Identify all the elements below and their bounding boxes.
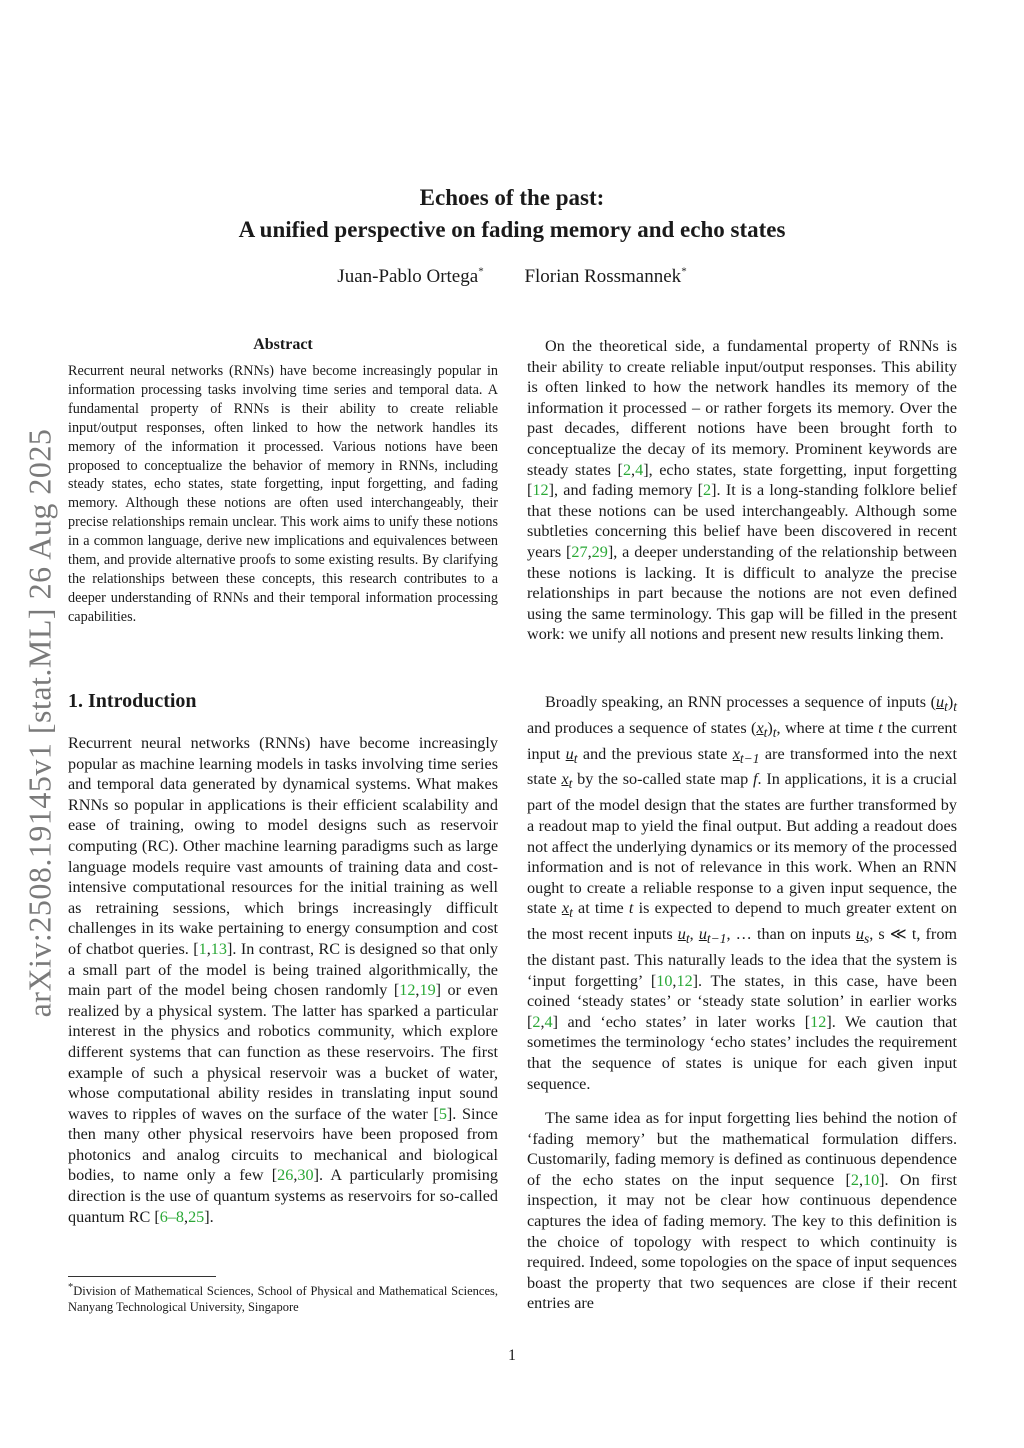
author-1 [337, 266, 483, 287]
text-run: ]. It is a long-standing folklore belief that these notions can be used interchangeably. Although some subtleties concerning this belief have been discovered in recent years [ [527, 481, 958, 561]
math-symbol: x [561, 899, 570, 918]
citation-link[interactable]: 27 [571, 542, 588, 561]
author-list [0, 266, 1024, 288]
text-run: , … than on inputs [726, 925, 856, 944]
citation-link[interactable]: 6–8 [159, 1207, 185, 1226]
paragraph-body: The same idea as for input forgetting lies behind the notion of ‘fading memory’ but the mathematical formulation differs. Customarily, fading memory is defined as continuous dependence of the echo states on the input sequence [2,10]. On first inspection, it may not be clear how continuous dependence captures the idea of fading memory. The key to this definition is the choice of topology with respect to which continuity is required. Indeed, some topologies on the space of input sequences boast the property that two sequences are close if their recent entries are [527, 1109, 957, 1313]
citation-link[interactable]: 2 [850, 1170, 859, 1189]
text-run: ]. The states, in this case, have been coined ‘steady states’ or ‘steady state solution’ in earlier works [ [527, 971, 957, 1031]
text-run: Recurrent neural networks (RNNs) have become increasingly popular as machine learning models in tasks involving time series and temporal data generated by dynamical systems. What makes RNNs so popular in applications is their efficient scalability and ease of training, owing to model designs such as reservoir computing (RC). Other machine learning paradigms such as large language models require vast amounts of training data and cost-intensive computational resources for the initial training as well as retraining sessions, which brings increasingly difficult challenges in its wake pertaining to energy consumption and cost of chatbot queries. [ [68, 734, 498, 958]
text-run: ], a deeper understanding of the relationship between these notions is lacking. It is difficult to analyze the precise relationships in part because the notions are not even defined using the same terminology. This gap will be filled in the present work: we unify all notions and present new results linking them. [527, 542, 957, 644]
text-run: , where at time [776, 718, 879, 737]
math-symbol: f [753, 770, 758, 789]
citation-link[interactable]: 12 [399, 981, 416, 1000]
right-paragraph-3 [527, 1108, 957, 1314]
author-name: Florian Rossmannek [524, 266, 682, 288]
citation-link[interactable]: 2 [622, 460, 632, 479]
citation-link[interactable]: 13 [210, 939, 227, 958]
paragraph-body: Broadly speaking, an RNN processes a sequence of inputs $(u_t)_t$ and produces a sequence of states $(x_t)_t$, where at time t the current input $u_t$ and the previous state $x_{t-1}$ are transformed into the next state $x_t$ by the so-called state map f. In applications, it is a crucial part of the model design that the states are further transformed by a readout map to yield the final output. But adding a readout does not affect the underlying dynamics or its memory of the processed information and is not of relevance in this work. When an RNN ought to create a reliable response to a given input sequence, the state $x_t$ at time t is expected to depend to much greater extent on the most recent inputs $u_t$, $u_{t-1}$, … than on inputs $u_s$, s ≪ t, from the distant past. This naturally leads to the idea that the system is ‘input forgetting’ [10,12]. The states, in this case, have been coined ‘steady states’ or ‘steady state solution’ in earlier works [2,4] and ‘echo states’ in later works [12]. We caution that sometimes the terminology ‘echo states’ includes the requirement that the sequence of states is unique for each given input sequence. [527, 693, 958, 1093]
author-2 [524, 266, 686, 287]
title-line-2: A unified perspective on fading memory and echo states [238, 217, 786, 242]
math-symbol: u [698, 925, 707, 944]
right-paragraph-1 [527, 336, 957, 645]
text-run: . In applications, it is a crucial part of the model design that the states are further transformed by a readout map to yield the final output. But adding a readout does not affect the underlying dynamics or its memory of the processed information and is not of relevance in this work. When an RNN ought to create a reliable response to a given input sequence, the state [527, 770, 957, 918]
author-affiliation-mark: * [478, 266, 484, 278]
math-symbol: u [565, 744, 574, 763]
citation-link[interactable]: 12 [676, 971, 693, 990]
text-run: ] and ‘echo states’ in later works [ [552, 1012, 811, 1031]
abstract-heading: Abstract [253, 336, 313, 353]
math-subscript: t [569, 905, 573, 921]
arxiv-identifier: arXiv:2508.19145v1 [stat.ML] 26 Aug 2025 [21, 428, 58, 1018]
citation-link[interactable]: 12 [532, 481, 549, 500]
right-paragraph-2 [527, 692, 957, 1094]
citation-link[interactable]: 10 [656, 971, 673, 990]
text-run: , s ≪ t, from the distant past. This naturally leads to the idea that the system is ‘input forgetting’ [ [527, 925, 957, 990]
text-run: ] or even realized by a physical system. The latter has sparked a particular interest in the physics and robotics community, which explore different systems that can function as these reservoirs. The first example of such a physical reservoir was a bucket of water, whose computational ability resides in translating input sound waves to ripples of waves on the surface of the water [ [68, 981, 498, 1123]
citation-link[interactable]: 12 [810, 1012, 827, 1031]
math-subscript: t [685, 931, 690, 947]
footnote-mark: * [68, 1282, 74, 1293]
text-run: and the previous state [577, 744, 733, 763]
text-run: is expected to depend to much greater extent on the most recent inputs [527, 899, 958, 944]
math-subscript: t [772, 725, 777, 741]
citation-link[interactable]: 25 [188, 1207, 205, 1226]
text-run: ]. [204, 1207, 214, 1226]
text-run: the current input [527, 718, 957, 763]
citation-link[interactable]: 19 [419, 981, 436, 1000]
citation-link[interactable]: 2 [703, 481, 712, 500]
text-run: ], and fading memory [ [548, 481, 704, 500]
paragraph-body: On the theoretical side, a fundamental property of RNNs is their ability to create reliable input/output responses. This ability is often linked to how the network handles its memory of the information it processed – or rather forgets its memory. Over the past decades, different notions have been brought forth to conceptualize the decay of its memory. Prominent keywords are steady states [2,4], echo states, state forgetting, input forgetting [12], and fading memory [2]. It is a long-standing folklore belief that these notions can be used interchangeably. Although some subtleties concerning this belief have been discovered in recent years [27,29], a deeper understanding of the relationship between these notions is lacking. It is difficult to analyze the precise relationships in part because the notions are not even defined using the same terminology. This gap will be filled in the present work: we unify all notions and present new results linking them. [527, 337, 958, 644]
math-symbol: u [935, 693, 945, 711]
text-run: The same idea as for input forgetting lies behind the notion of ‘fading memory’ but the mathematical formulation differs. Customarily, fading memory is defined as continuous dependence of the echo states on the input sequence [ [527, 1109, 957, 1189]
text-run: and produces a sequence of states ( [527, 718, 757, 737]
citation-link[interactable]: 4 [635, 460, 644, 479]
section-heading-introduction: 1. Introduction [68, 690, 197, 712]
citation-link[interactable]: 26 [277, 1166, 294, 1185]
math-symbol: x [756, 718, 764, 737]
text-run: ]. A particularly promising direction is the use of quantum systems as reservoirs for so-called quantum RC [ [68, 1166, 498, 1226]
math-subscript: t [763, 725, 768, 741]
citation-link[interactable]: 5 [438, 1104, 447, 1123]
abstract-text [68, 362, 498, 627]
text-run: at time [572, 899, 629, 918]
text-run: ]. On first inspection, it may not be clear how continuous dependence captures the idea of fading memory. The key to this definition is the choice of topology with respect to which continuity is required. Indeed, some topologies on the space of input sequences boast the property that two sequences are close if their recent entries are [527, 1170, 957, 1313]
page-number: 1 [508, 1347, 516, 1364]
paper-title [0, 182, 1024, 246]
author-name: Juan-Pablo Ortega [337, 266, 479, 288]
text-run: ]. In contrast, RC is designed so that only a small part of the model is being trained algorithmically, the main part of the model being chosen randomly [ [68, 939, 499, 1000]
math-subscript: t [953, 699, 957, 715]
text-run: by the so-called state map [572, 770, 754, 789]
intro-paragraph [68, 733, 498, 1227]
author-affiliation-mark: * [681, 266, 687, 278]
math-subscript: t [573, 750, 578, 766]
footnote-text: Division of Mathematical Sciences, School of Physical and Mathematical Sciences, Nanyang Technological University, Singapore [68, 1284, 498, 1315]
citation-link[interactable]: 30 [297, 1166, 314, 1185]
text-run: are transformed into the next state [527, 744, 957, 789]
math-symbol: u [677, 925, 686, 944]
citation-link[interactable]: 29 [591, 542, 608, 561]
title-line-1: Echoes of the past: [419, 185, 605, 210]
citation-link[interactable]: 2 [532, 1012, 541, 1031]
arxiv-sidebar [20, 408, 60, 1038]
citation-link[interactable]: 1 [198, 939, 207, 958]
math-symbol: t [628, 899, 634, 918]
text-run: Broadly speaking, an RNN processes a sequence of inputs ( [545, 693, 936, 711]
math-symbol: x [732, 744, 740, 763]
abstract-paragraph: Recurrent neural networks (RNNs) have become increasingly popular in information processing tasks involving time series and temporal data. A fundamental property of RNNs is their ability to create reliable input/output responses, often linked to how the network handles its memory of the information it processed. Various notions have been proposed to conceptualize the behavior of memory in RNNs, including steady states, echo states, state forgetting, input forgetting, and fading memory. Although these notions are often used interchangeably, their precise relationships remain unclear. This work aims to unify these notions in a common language, derive new implications and equivalences between them, and provide alternative proofs to some existing results. By clarifying the relationships between these concepts, this research contributes to a deeper understanding of RNNs and their temporal information processing capabilities. [68, 363, 498, 625]
text-run: On the theoretical side, a fundamental property of RNNs is their ability to create reliable input/output responses. This ability is often linked to how the network handles its memory of the information it processed – or rather forgets its memory. Over the past decades, different notions have been brought forth to conceptualize the decay of its memory. Prominent keywords are steady states [ [527, 337, 957, 479]
footnote [68, 1280, 498, 1315]
intro-body: Recurrent neural networks (RNNs) have become increasingly popular as machine learning models in tasks involving time series and temporal data generated by dynamical systems. What makes RNNs so popular in applications is their efficient scalability and ease of training, owing to model designs such as reservoir computing (RC). Other machine learning paradigms such as large language models require vast amounts of training data and cost-intensive computational resources for the initial training as well as retraining sessions, which brings increasingly difficult challenges in its wake pertaining to energy consumption and cost of chatbot queries. [1,13]. In contrast, RC is designed so that only a small part of the model is being trained algorithmically, the main part of the model being chosen randomly [12,19] or even realized by a physical system. The latter has sparked a particular interest in the physics and robotics community, which explore different systems that can function as these reservoirs. The first example of such a physical reservoir was a bucket of water, whose computational ability resides in translating input sound waves to ripples of waves on the surface of the water [5]. Since then many other physical reservoirs have been proposed from photonics and analog circuits to mechanical and biological bodies, to name only a few [26,30]. A particularly promising direction is the use of quantum systems as reservoirs for so-called quantum RC [6–8,25]. [68, 734, 499, 1226]
footnote-rule [68, 1276, 216, 1277]
citation-link[interactable]: 4 [544, 1012, 553, 1031]
math-symbol: x [561, 770, 569, 789]
text-run: ], echo states, state forgetting, input forgetting [ [527, 460, 957, 500]
math-subscript: t [944, 699, 948, 715]
text-run: ]. Since then many other physical reservoirs have been proposed from photonics and analog circuits to mechanical and biological bodies, to name only a few [ [68, 1104, 498, 1185]
citation-link[interactable]: 10 [862, 1170, 880, 1189]
math-symbol: u [855, 925, 865, 944]
math-symbol: t [878, 718, 883, 737]
math-subscript: t−1 [739, 750, 760, 766]
text-run: ]. We caution that sometimes the terminology ‘echo states’ includes the requirement that the sequence of states is unique for each given input sequence. [527, 1012, 957, 1093]
math-subscript: t−1 [706, 931, 727, 947]
math-subscript: t [568, 776, 573, 792]
math-subscript: s [864, 931, 870, 947]
